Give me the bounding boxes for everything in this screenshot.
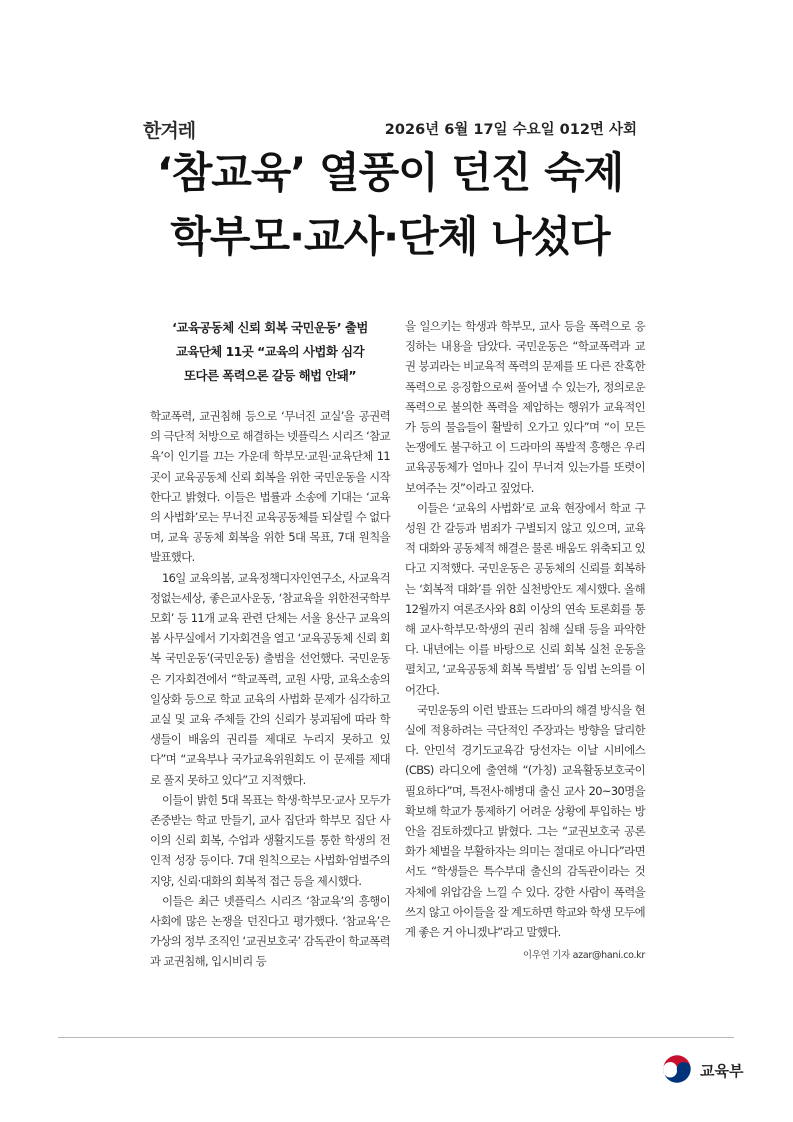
- article-paragraph: 국민운동의 이런 발표는 드라마의 해결 방식을 현실에 적용하려는 극단적인 주장과는 방향을 달리한다. 안민석 경기도교육감 당선자는 이날 시비에스(CBS) 라디오에 출연해 “(가칭) 교육활동보호국이 필요하다”며, 특전사·해병대 출신 교사 20~30명을 확보해 학교가 통제하기 어려운 상황에 투입하는 방안을 검토하겠다고 밝혔다. 그는 “교권보호국 공론화가 체벌을 부활하자는 의미는 절대로 아니다”라면서도 “학생들은 특수부대 출신의 감독관이라는 것 자체에 위압감을 느낄 수 있다. 강한 사람이 폭력을 쓰지 않고 아이들을 잘 계도하면 학교와 학생 모두에게 좋은 거 아니겠냐”라고 말했다.: [405, 702, 645, 940]
- ministry-logo: [660, 1052, 770, 1088]
- newspaper-logo: 한겨레: [143, 120, 196, 142]
- article-column-left: [150, 316, 390, 972]
- headline-line-1: ‘참교육’ 열풍이 던진 숙제: [156, 148, 624, 197]
- article-paragraph: 이들은 최근 넷플릭스 시리즈 ‘참교육’의 흥행이 사회에 많은 논쟁을 던진다고 평가했다. ‘참교육’은 가상의 정부 조직인 ‘교권보호국’ 감독관이 학교폭력과 교권침해, 입시비리 등: [150, 893, 390, 969]
- byline: 이우연 기자 azar@hani.co.kr: [522, 950, 645, 962]
- subheadline-line-2: 교육단체 11곳 “교육의 사법화 심각: [175, 344, 365, 359]
- article-paragraph: 16일 교육의봄, 교육정책디자인연구소, 사교육걱정없는세상, 좋은교사운동, ‘참교육을 위한전국학부모회’ 등 11개 교육 관련 단체는 서울 용산구 교육의봄 사무실에서 기자회견을 열고 ‘교육공동체 신뢰 회복 국민운동’(국민운동) 출범을 선언했다. 국민운동은 기자회견에서 “학교폭력, 교원 사망, 교육소송의 일상화 등으로 학교 교육의 사법화 문제가 심각하고 교실 및 교육 주체들 간의 신뢰가 붕괴됨에 따라 학생들이 배움의 권리를 제대로 누리지 못하고 있다”며 “교육부나 국가교육위원회도 이 문제를 제대로 풀지 못하고 있다”고 지적했다.: [150, 570, 390, 787]
- taegeuk-emblem-icon: [660, 1052, 694, 1086]
- article-paragraph: 이들이 밝힌 5대 목표는 학생·학부모·교사 모두가 존중받는 학교 만들기, 교사 집단과 학부모 집단 사이의 신뢰 회복, 수업과 생활지도를 통한 학생의 전인적 성장 등이다. 7대 원칙으로는 사법화·엄벌주의 지양, 신뢰·대화의 회복적 접근 등을 제시했다.: [150, 792, 390, 888]
- subheadline-line-1: ‘교육공동체 신뢰 회복 국민운동’ 출범: [172, 320, 368, 335]
- article-paragraph: 학교폭력, 교권침해 등으로 ‘무너진 교실’을 공권력의 극단적 처방으로 해결하는 넷플릭스 시리즈 ‘참교육’이 인기를 끄는 가운데 학부모·교원·교육단체 11곳이 교육공동체 신뢰 회복을 위한 국민운동을 시작한다고 밝혔다. 이들은 법률과 소송에 기대는 ‘교육의 사법화’로는 무너진 교육공동체를 되살릴 수 없다며, 교육 공동체 회복을 위한 5대 목표, 7대 원칙을 발표했다.: [150, 409, 390, 565]
- subheadline-line-3: 또다른 폭력으론 갈등 해법 안돼”: [184, 368, 356, 383]
- subheadline: [150, 316, 390, 388]
- headline-line-2: 학부모·교사·단체 나섰다: [170, 212, 610, 261]
- dateline: 2026년 6월 17일 수요일 012면 사회: [384, 122, 637, 138]
- masthead: [143, 116, 637, 142]
- article-column-right: [405, 316, 645, 967]
- footer-divider: [58, 1037, 734, 1038]
- ministry-name: 교육부: [700, 1062, 744, 1080]
- article-paragraph: 을 일으키는 학생과 학부모, 교사 등을 폭력으로 응징하는 내용을 담았다. 국민운동은 “학교폭력과 교권 붕괴라는 비교육적 폭력의 문제를 또 다른 잔혹한 폭력으로 응징함으로써 풀어낼 수 있는가, 정의로운 폭력으로 불의한 폭력을 제압하는 행위가 교육적인가 등의 물음들이 활발히 오가고 있다”며 “이 모든 논쟁에도 불구하고 이 드라마의 폭발적 흥행은 우리 교육공동체가 얼마나 깊이 무너져 있는가를 또렷이 보여주는 것”이라고 짚었다.: [405, 319, 645, 495]
- article-paragraph: 이들은 ‘교육의 사법화’로 교육 현장에서 학교 구성원 간 갈등과 범죄가 구별되지 않고 있으며, 교육적 대화와 공동체적 해결은 물론 배움도 위축되고 있다고 지적했다. 국민운동은 공동체의 신뢰를 회복하는 ‘회복적 대화’를 위한 실천방안도 제시했다. 올해 12월까지 여론조사와 8회 이상의 연속 토론회를 통해 교사·학부모·학생의 권리 침해 실태 등을 파악한다. 내년에는 이를 바탕으로 신뢰 회복 실천 운동을 펼치고, ‘교육공동체 회복 특별법’ 등 입법 논의를 이어간다.: [405, 500, 645, 697]
